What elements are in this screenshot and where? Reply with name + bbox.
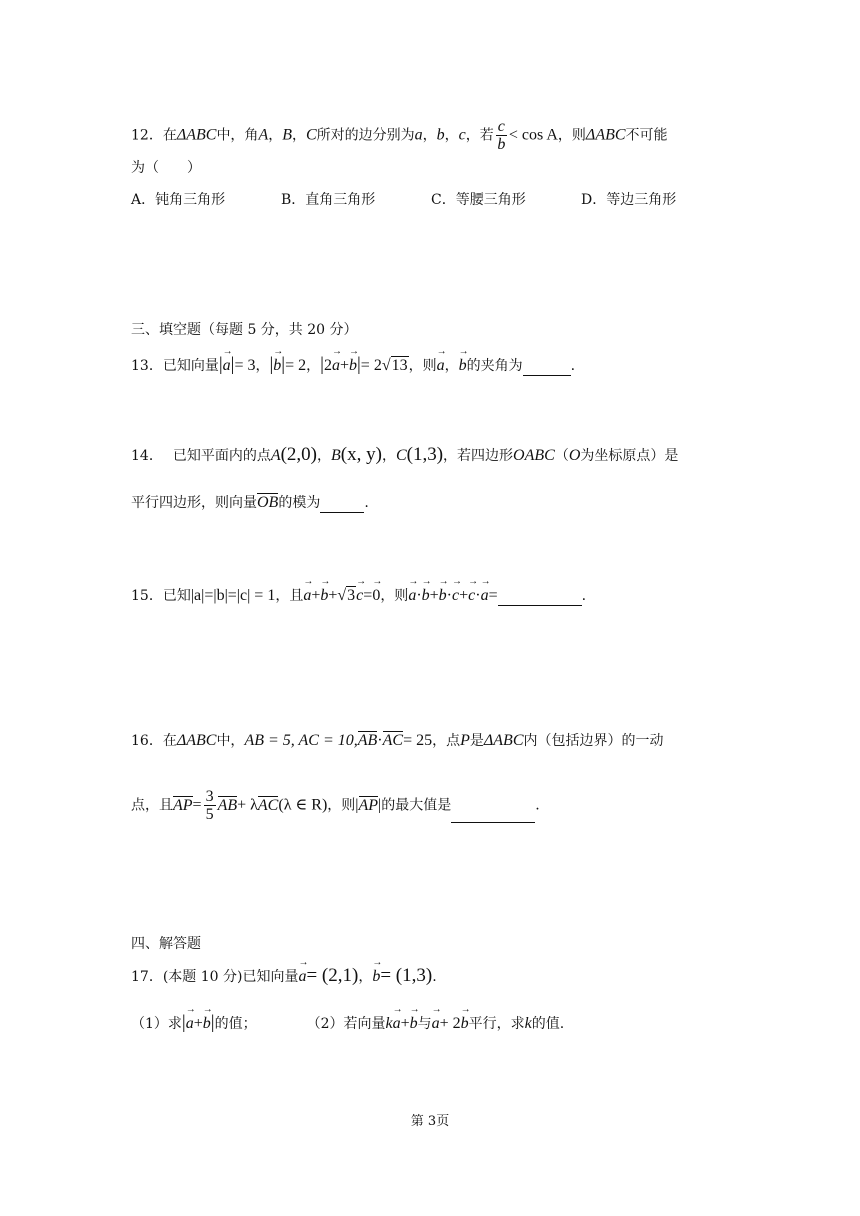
q17-line2: （1）求|→ a+→ b|的值； （2）若向量k→ a+→ b与→ a+ 2→ b平行，求k的值. [131, 1013, 564, 1034]
q12-line2: 为（ ） [131, 160, 201, 176]
q12-options [131, 190, 676, 210]
q14-line1: 14． 已知平面内的点A(2,0)，B(x, y)，C(1,3)，若四边形OABC（O为坐标原点）是 [131, 444, 679, 465]
section3-title: 三、填空题（每题 5 分，共 20 分） [131, 322, 358, 338]
q15-norm-condition: |a|=|b|=|c| = 1 [190, 587, 276, 604]
q12-line1: 12．在ΔABC中，角A，B，C所对的边分别为a，b，c，若 $\frac{c}{b}$ < cos A，则ΔABC不可能 [131, 118, 668, 153]
q16-line2: 点，且AP= $\frac{3}{5}$ AB+ λAC(λ ∈ R)，则|AP|的最大值是 . [131, 788, 540, 823]
section4-title: 四、解答题 [131, 936, 201, 952]
q12-option-d: D．等边三角形 [581, 192, 677, 208]
q12-fraction: $\frac{c}{b}$ [497, 118, 506, 153]
q15-line: 15．已知|a|=|b|=|c| = 1，且→ a+→ b+√3→ c=→ 0，则→ a·→ b+→ b·→ c+→ c·→ a= . [131, 586, 586, 606]
q16-answer-blank[interactable] [451, 808, 535, 823]
q15-answer-blank[interactable] [498, 591, 582, 606]
q12-option-c: C．等腰三角形 [431, 192, 526, 208]
q14-answer-blank[interactable] [320, 498, 364, 513]
page-number: 第 3页 [410, 1114, 450, 1129]
q14-line2: 平行四边形，则向量OB的模为 . [131, 494, 369, 511]
q16-line1: 16．在ΔABC中，AB = 5, AC = 10,AB·AC= 25，点P是ΔABC内（包括边界）的一动 [131, 732, 664, 749]
q13-line: 13．已知向量|→ a|= 3，|→ b|= 2，|2→ a+→ b|= 2√13，则→ a，→ b的夹角为 . [131, 355, 575, 376]
q12-option-b: B．直角三角形 [281, 192, 376, 208]
q13-answer-blank[interactable] [523, 361, 571, 376]
q16-fraction: $\frac{3}{5}$ [205, 788, 214, 823]
q12-option-a: A．钝角三角形 [131, 192, 226, 208]
q17-line1: 17．(本题 10 分)已知向量→ a= (2,1)，→ b= (1,3). [131, 966, 437, 987]
